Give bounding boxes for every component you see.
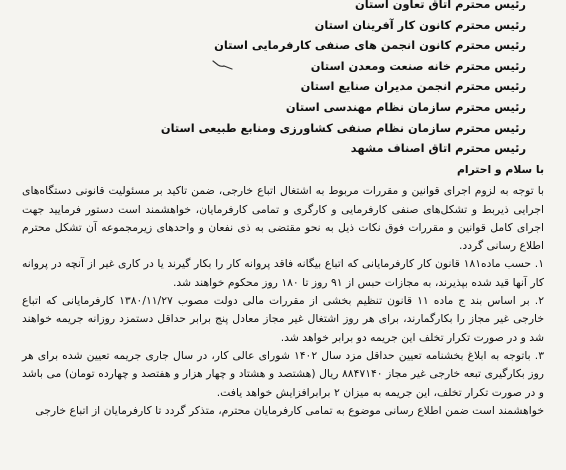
handwritten-check-mark-icon bbox=[212, 58, 234, 72]
salutation: با سلام و احترام bbox=[456, 163, 544, 176]
recipient-line: رئیس محترم خانه صنعت ومعدن استان bbox=[310, 58, 526, 73]
recipient-line: رئیس محترم اتاق اصناف مشهد bbox=[350, 141, 526, 156]
recipient-line: رئیس محترم سازمان نظام مهندسی استان bbox=[285, 99, 526, 114]
page-bottom-edge bbox=[0, 464, 566, 470]
recipient-line: رئیس محترم انجمن مدیران صنایع استان bbox=[300, 79, 526, 94]
recipient-line: رئیس محترم اتاق تعاون استان bbox=[355, 0, 526, 11]
letter-body bbox=[22, 161, 544, 420]
recipient-list bbox=[160, 0, 526, 159]
recipient-line: رئیس محترم کانون کار آفرینان استان bbox=[314, 17, 526, 32]
recipient-line: رئیس محترم سازمان نظام صنفی کشاورزی ومنابع طبیعی استان bbox=[160, 120, 526, 135]
list-item: ۱. حسب ماده۱۸۱ قانون کار کارفرمایانی که اتباع بیگانه فاقد پروانه کار را بکار گیرند یا در کاری غیر از آنچه در پروانه کار آنها قید شده بپذیرند، به مجازات حبس از ۹۱ روز تا ۱۸۰ روز محکوم خواهند شد. bbox=[22, 257, 544, 289]
list-item: ۲. بر اساس بند ج ماده ۱۱ قانون تنظیم بخشی از مقررات مالی دولت مصوب ۱۳۸۰/۱۱/۲۷ کارفرمایانی که اتباع خارجی غیر مجاز را بکارگمارند، برای هر روز اشتغال غیر مجاز معادل پنج برابر حداقل دستمزد روزانه جریمه خواهند شد و در صورت تکرار تخلف این جریمه دو برابر خواهد شد. bbox=[22, 294, 544, 344]
recipient-line: رئیس محترم کانون انجمن های صنفی کارفرمایی استان bbox=[214, 38, 526, 53]
list-item: ۳. باتوجه به ابلاغ بخشنامه تعیین حداقل مزد سال ۱۴۰۲ شورای عالی کار، در سال جاری جریمه تعیین شده برای هر روز بکارگیری تبعه خارجی غیر مجاز ۸۸۴۷۱۴۰ ریال (هشتصد و هشتاد و چهار هزار و هفتصد و چهارده تومان) می باشد و در صورت تکرار تخلف، این جریمه به میزان ۲ برابرافزایش خواهد یافت. bbox=[22, 348, 545, 399]
intro-paragraph: با توجه به لزوم اجرای قوانین و مقررات مربوط به اشتغال اتباع خارجی، ضمن تاکید بر مسئولیت قانونی دستگاه‌های اجرایی ذیربط و تشکل‌های صنفی کارفرمایی و کارگری و تمامی کارفرمایان، خواهشمند است دستور فرمایید جهت اجرای کامل قوانین و مقررات فوق نکات ذیل به نحو مقتضی به ذی نفعان و واحدهای زیرمجموعه آن تشکل محترم اطلاع رسانی گردد. bbox=[22, 184, 544, 253]
closing-paragraph: خواهشمند است ضمن اطلاع رسانی موضوع به تمامی کارفرمایان محترم، متذکر گردد تا کارفرمایان از اتباع خارجی bbox=[35, 403, 544, 417]
